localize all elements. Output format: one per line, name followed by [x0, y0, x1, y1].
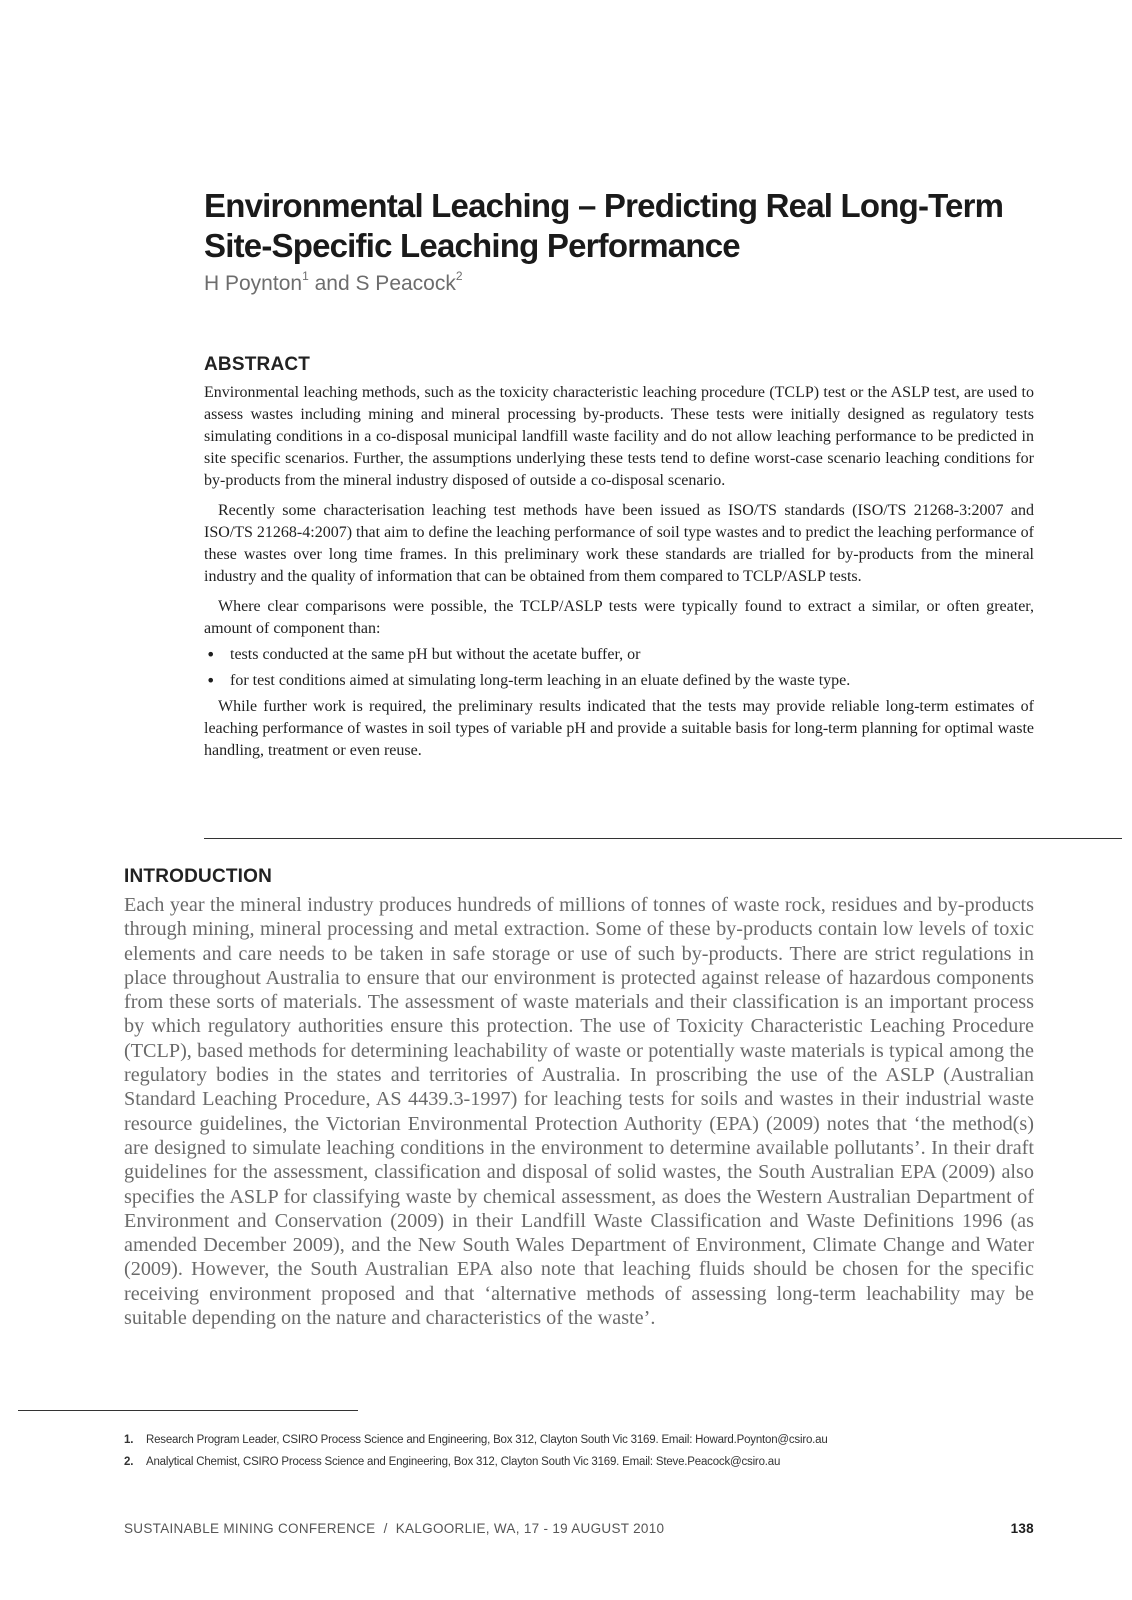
footnote-number: 2. [124, 1456, 134, 1468]
abstract-bullet-item [204, 670, 1034, 692]
author-1: H Poynton [204, 272, 303, 295]
abstract-paragraph: Environmental leaching methods, such as the toxicity characteristic leaching procedure (TCLP) test or the ASLP test, are used to assess wastes including mining and mineral processing by-products. These tests were initially designed as regulatory tests simulating conditions in a co-disposal municipal landfill waste facility and do not allow leaching performance to be predicted in site specific scenarios. Further, the assumptions underlying these tests tend to define worst-case scenario leaching conditions for by-products from the mineral industry disposed of outside a co-disposal scenario. [204, 384, 1034, 489]
abstract-paragraph: Where clear comparisons were possible, the TCLP/ASLP tests were typically found to extract a similar, or often greater, amount of component than: [204, 598, 1034, 637]
footnote-text: Analytical Chemist, CSIRO Process Science and Engineering, Box 312, Clayton South Vic 3169. Email: Steve.Peacock@csiro.au [146, 1456, 781, 1468]
page-footer [124, 1521, 1034, 1536]
footnote-divider [18, 1410, 358, 1411]
paper-title-line-1: Environmental Leaching – Predicting Real Long-Term [204, 187, 1004, 224]
author-2-affiliation-mark: 2 [455, 269, 463, 283]
abstract-bullet-list [204, 644, 1034, 692]
author-1-affiliation-mark: 1 [302, 269, 309, 283]
author-connector: and [308, 272, 356, 295]
introduction-paragraph: Each year the mineral industry produces hundreds of millions of tonnes of waste rock, residues and by-products through mining, mineral processing and metal extraction. Some of these by-products contain low levels of toxic elements and care needs to be taken in safe storage or use of such by-products. There are strict regulations in place throughout Australia to ensure that our environment is protected against release of hazardous components from these sorts of materials. The assessment of waste materials and their classification is an important process by which regulatory authorities ensure this protection. The use of Toxicity Characteristic Leaching Procedure (TCLP), based methods for determining leachability of waste or potentially waste materials is typical among the regulatory bodies in the states and territories of Australia. In proscribing the use of the ASLP (Australian Standard Leaching Procedure, AS 4439.3-1997) for leaching tests for soils and wastes in their industrial waste resource guidelines, the Victorian Environmental Protection Authority (EPA) (2009) notes that ‘the method(s) are designed to simulate leaching conditions in the environment to determine available pollutants’. In their draft guidelines for the assessment, classification and disposal of solid wastes, the South Australian EPA (2009) also specifies the ASLP for classifying waste by chemical assessment, as does the Western Australian Department of Environment and Conservation (2009) in their Landfill Waste Classification and Waste Definitions 1996 (as amended December 2009), and the New South Wales Department of Environment, Climate Change and Water (2009). However, the South Australian EPA also note that leaching fluids should be chosen for the specific receiving environment proposed and that ‘alternative methods of assessing long-term leachability may be suitable depending on the nature and characteristics of the waste’. [124, 894, 1034, 1330]
abstract-divider [204, 838, 1122, 839]
footnote-text: Research Program Leader, CSIRO Process Science and Engineering, Box 312, Clayton South Vic 3169. Email: Howard.Poynton@csiro.au [146, 1434, 828, 1446]
page-number: 138 [1010, 1521, 1034, 1536]
bullet-icon: • [206, 671, 216, 690]
abstract-bullet-item [204, 644, 1034, 666]
abstract-closing-paragraph: While further work is required, the preliminary results indicated that the tests may provide reliable long-term estimates of leaching performance of wastes in soil types of variable pH and provide a suitable basis for long-term planning for optimal waste handling, treatment or even reuse. [204, 698, 1034, 759]
bullet-text: tests conducted at the same pH but without the acetate buffer, or [230, 646, 641, 663]
abstract-paragraph: Recently some characterisation leaching test methods have been issued as ISO/TS standards (ISO/TS 21268-3:2007 and ISO/TS 21268-4:2007) that aim to define the leaching performance of soil type wastes and to predict the leaching performance of these wastes over long time frames. In this preliminary work these standards are trialled for by-products from the mineral industry and the quality of information that can be obtained from them compared to TCLP/ASLP tests. [204, 502, 1034, 585]
abstract-section [204, 354, 1034, 770]
bullet-icon: • [206, 645, 216, 664]
footnote-number: 1. [124, 1434, 134, 1446]
paper-title [204, 186, 1064, 266]
introduction-section [124, 866, 1034, 1330]
abstract-heading: ABSTRACT [204, 354, 311, 375]
conference-name: SUSTAINABLE MINING CONFERENCE / KALGOORLIE, WA, 17 - 19 AUGUST 2010 [124, 1521, 665, 1536]
author-2: S Peacock [355, 272, 456, 295]
footnotes [124, 1434, 1024, 1478]
paper-title-line-2: Site-Specific Leaching Performance [204, 227, 740, 264]
bullet-text: for test conditions aimed at simulating long-term leaching in an eluate defined by the waste type. [230, 672, 851, 689]
footnote-2 [124, 1456, 1024, 1468]
footnote-1 [124, 1434, 1024, 1446]
introduction-heading: INTRODUCTION [124, 866, 273, 887]
author-line [204, 271, 1064, 296]
title-block [204, 186, 1064, 296]
